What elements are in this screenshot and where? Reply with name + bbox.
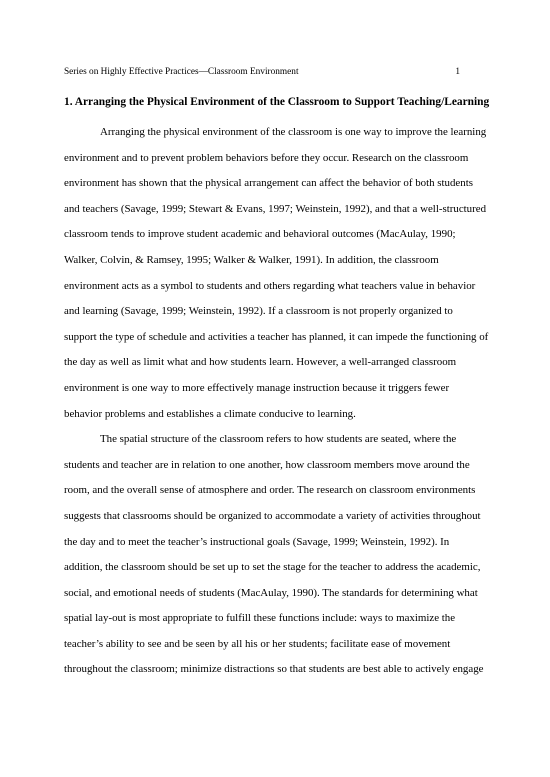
paragraph-2-line: students and teacher are in relation to one another, how classroom members move around the: [64, 458, 470, 471]
page-number: 1: [455, 67, 460, 77]
paragraph-2-line: suggests that classrooms should be organized to accommodate a variety of activities throughout: [64, 509, 481, 522]
paragraph-2-line: addition, the classroom should be set up to set the stage for the teacher to address the academic,: [64, 561, 481, 574]
running-header: [64, 66, 460, 78]
paragraph-1-line: behavior problems and establishes a climate conducive to learning.: [64, 407, 356, 420]
paragraph-1-line: and learning (Savage, 1999; Weinstein, 1992). If a classroom is not properly organized to: [64, 305, 453, 318]
body-text: [64, 125, 494, 688]
running-title: Series on Highly Effective Practices—Classroom Environment: [64, 67, 299, 77]
paragraph-2-line: room, and the overall sense of atmosphere and order. The research on classroom environments: [64, 484, 476, 497]
paragraph-1-line: support the type of schedule and activities a teacher has planned, it can impede the functioning of: [64, 330, 489, 343]
paragraph-2-line: the day and to meet the teacher’s instructional goals (Savage, 1999; Weinstein, 1992). In: [64, 535, 450, 548]
paragraph-1-line: environment and to prevent problem behaviors before they occur. Research on the classroom: [64, 151, 469, 164]
paragraph-1-line: the day as well as limit what and how students learn. However, a well-arranged classroom: [64, 356, 457, 369]
paragraph-2-line: throughout the classroom; minimize distractions so that students are best able to actively engage: [64, 663, 484, 676]
paragraph-1-line: environment has shown that the physical arrangement can affect the behavior of both students: [64, 177, 473, 190]
paragraph-2-line: The spatial structure of the classroom refers to how students are seated, where the: [100, 433, 457, 446]
section-heading: 1. Arranging the Physical Environment of the Classroom to Support Teaching/Learning: [64, 96, 490, 108]
paragraph-1-line: environment acts as a symbol to students and others regarding what teachers value in behavior: [64, 279, 476, 292]
paragraph-1-line: environment is one way to more effectively manage instruction because it triggers fewer: [64, 381, 450, 394]
paragraph-1-line: Arranging the physical environment of the classroom is one way to improve the learning: [100, 126, 487, 138]
paragraph-1-line: classroom tends to improve student academic and behavioral outcomes (MacAulay, 1990;: [64, 228, 456, 241]
paragraph-1-line: Walker, Colvin, & Ramsey, 1995; Walker & Walker, 1991). In addition, the classroom: [64, 253, 439, 266]
paragraph-2-line: social, and emotional needs of students (MacAulay, 1990). The standards for determining what: [64, 586, 478, 599]
paragraph-1-line: and teachers (Savage, 1999; Stewart & Evans, 1997; Weinstein, 1992), and that a well-structured: [64, 202, 487, 215]
paragraph-2-line: teacher’s ability to see and be seen by all his or her students; facilitate ease of movement: [64, 637, 451, 650]
paragraph-2-line: spatial lay-out is most appropriate to fulfill these functions include: ways to maximize the: [64, 612, 456, 625]
